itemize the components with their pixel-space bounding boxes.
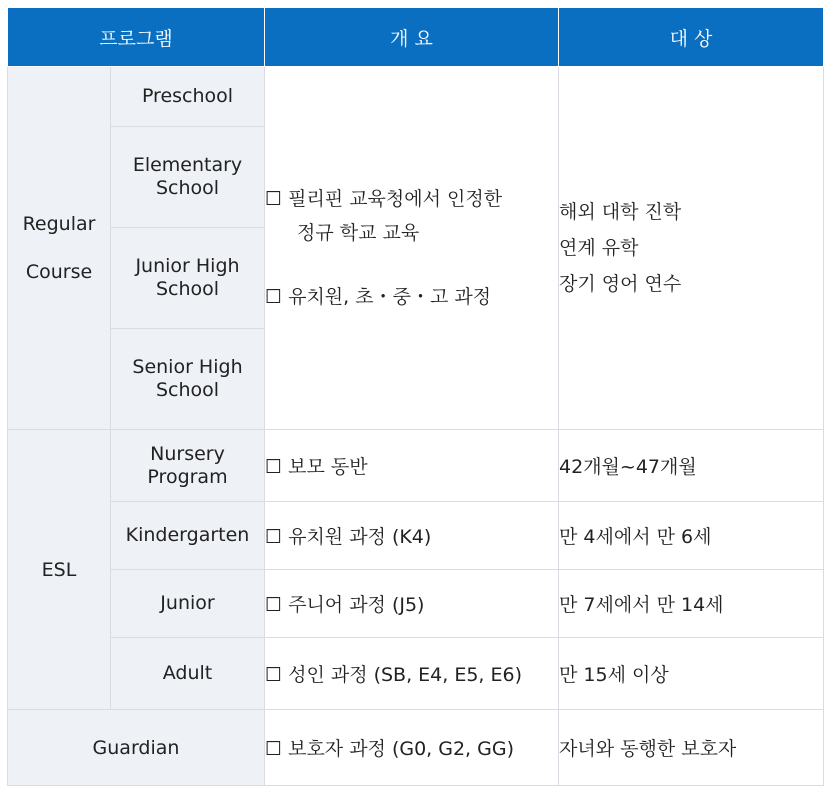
esl-desc: ☐ 유치원 과정 (K4) — [265, 502, 559, 570]
esl-desc: ☐ 주니어 과정 (J5) — [265, 570, 559, 638]
table-row — [8, 67, 824, 127]
sub-program-label: Elementary — [132, 154, 243, 176]
regular-course-label — [8, 67, 111, 430]
program-table — [7, 7, 824, 786]
guardian-label: Guardian — [8, 710, 265, 786]
header-overview: 개 요 — [265, 8, 559, 67]
sub-program-junior-high — [111, 228, 265, 329]
regular-target-line2: 연계 유학 — [559, 237, 639, 259]
esl-desc: ☐ 성인 과정 (SB, E4, E5, E6) — [265, 638, 559, 710]
regular-overview — [265, 67, 559, 430]
sub-program-label: Program — [147, 465, 228, 488]
esl-target: 만 7세에서 만 14세 — [559, 570, 824, 638]
table-row — [8, 430, 824, 502]
sub-program-nursery — [111, 430, 265, 502]
guardian-target: 자녀와 동행한 보호자 — [559, 710, 824, 786]
sub-program-label: School — [155, 278, 220, 300]
esl-target: 만 4세에서 만 6세 — [559, 502, 824, 570]
sub-program-label: Kindergarten — [125, 524, 250, 546]
sub-program-label: Preschool — [141, 85, 234, 107]
sub-program-senior-high — [111, 329, 265, 430]
esl-desc: ☐ 보모 동반 — [265, 430, 559, 502]
sub-program-label: School — [155, 379, 220, 401]
sub-program-label: Junior High — [135, 255, 240, 277]
sub-program-preschool — [111, 67, 265, 127]
regular-desc-line3: ☐ 유치원, 초・중・고 과정 — [265, 286, 492, 308]
sub-program-kindergarten — [111, 502, 265, 570]
esl-label: ESL — [8, 430, 111, 710]
regular-target-line1: 해외 대학 진학 — [559, 201, 682, 223]
sub-program-adult — [111, 638, 265, 710]
regular-desc-line1: ☐ 필리핀 교육청에서 인정한 — [265, 188, 503, 210]
table-row — [8, 502, 824, 570]
table-row — [8, 638, 824, 710]
sub-program-label: Senior High — [132, 356, 243, 378]
sub-program-label: School — [155, 177, 220, 199]
sub-program-junior — [111, 570, 265, 638]
esl-target: 만 15세 이상 — [559, 638, 824, 710]
regular-desc-line2: 정규 학교 교육 — [297, 222, 420, 244]
sub-program-elementary — [111, 127, 265, 228]
esl-target: 42개월~47개월 — [559, 430, 824, 502]
sub-program-label: Adult — [162, 662, 213, 684]
regular-target-line3: 장기 영어 연수 — [559, 273, 682, 295]
table-row — [8, 570, 824, 638]
regular-label-line1: Regular — [22, 213, 96, 235]
guardian-desc: ☐ 보호자 과정 (G0, G2, GG) — [265, 710, 559, 786]
sub-program-label: Junior — [160, 592, 215, 614]
table-header-row — [8, 8, 824, 67]
header-target: 대 상 — [559, 8, 824, 67]
sub-program-label: Nursery — [150, 442, 225, 465]
header-program: 프로그램 — [8, 8, 265, 67]
regular-label-line2: Course — [25, 261, 93, 283]
table-row — [8, 710, 824, 786]
regular-target — [559, 67, 824, 430]
